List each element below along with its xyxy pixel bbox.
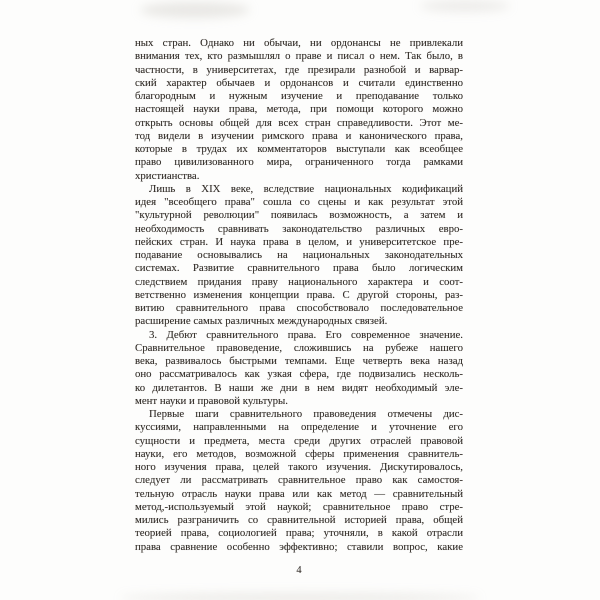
scan-smudge: [140, 2, 250, 18]
text-line: христианства.: [135, 169, 200, 182]
text-line: тод видели в изучении римского права и канонического права,: [135, 129, 463, 142]
text-line: которые в трудах их комментаторов выступали как всеобщее: [135, 143, 463, 155]
text-line: мились разграничить со сравнительной историей права, общей: [135, 514, 463, 526]
text-line: ко дилетантов. В наши же дни в нем видят необходимый эле-: [135, 381, 463, 394]
text-line: частности, в университетах, где презирали разнобой и варвар-: [135, 63, 463, 76]
page-text-block: [135, 37, 463, 554]
text-line: настоящей науки права, метода, при помощи которого можно: [135, 103, 463, 116]
text-line: тельную отрасль науки права или как метод — сравнительный: [135, 487, 463, 500]
scan-smudge: [120, 593, 480, 600]
text-line: ных стран. Однако ни обычаи, ни ордонансы не привлекали: [135, 37, 463, 49]
text-line: право цивилизованного мира, ограниченного тогда рамками: [135, 156, 463, 169]
text-line: науки, его методов, возможной сферы применения сравнитель-: [135, 447, 463, 460]
text-line: следует ли рассматривать сравнительное право как самостоя-: [135, 474, 463, 487]
text-line: пейских стран. И наука права в целом, и университетское пре-: [135, 235, 463, 248]
text-line: века, развивалось быстрыми темпами. Еще четверть века назад: [135, 355, 463, 367]
text-line: ного изучения права, целей такого изучения. Дискутировалось,: [135, 461, 463, 473]
text-line: Сравнительное правоведение, сложившись на рубеже нашего: [135, 341, 463, 354]
text-line: благородным и нужным изучение и преподавание только: [135, 90, 463, 102]
text-line: "культурной революции" появилась возможность, а затем и: [135, 209, 463, 222]
text-line: следствием придания праву национального характера и соот-: [135, 275, 463, 288]
text-line: ветственно изменения концепции права. С другой стороны, раз-: [135, 288, 463, 301]
text-line: теорией права, социологией права; уточняли, в какой отрасли: [135, 527, 463, 540]
text-line: витию сравнительного права способствовало последовательное: [135, 302, 463, 314]
text-line: мент науки и правовой культуры.: [135, 394, 288, 407]
text-line: ский характер обычаев и ордонансов и считали единственно: [135, 76, 463, 89]
text-line: Первые шаги сравнительного правоведения отмечены дис-: [149, 408, 463, 420]
text-line: метод,-используемый этой наукой; сравнительное право стре-: [135, 500, 463, 513]
text-line: внимания тех, кто размышлял о праве и писал о нем. Так было, в: [135, 50, 463, 63]
text-line: расширение самых различных международных связей.: [135, 315, 388, 328]
page-number: 4: [296, 565, 302, 576]
text-line: открыть основы общей для всех стран справедливости. Этот ме-: [135, 116, 463, 129]
scan-smudge: [420, 0, 510, 12]
text-line: идея "всеобщего права" сошла со сцены и как результат этой: [135, 196, 463, 208]
text-line: права сравнение особенно эффективно; ставили вопрос, какие: [135, 540, 463, 553]
text-line: оно рассматривалось как узкая сфера, где подвизались несколь-: [135, 368, 463, 381]
text-line: необходимость сравнивать законодательство различных евро-: [135, 222, 463, 235]
text-line: сущности и предмета, места среди других отраслей правовой: [135, 434, 463, 447]
text-line: куссиями, направленными на определение и уточнение его: [135, 421, 463, 434]
text-line: подавание основывались на национальных законодательных: [135, 249, 463, 261]
text-line: Лишь в XIX веке, вследствие национальных кодификаций: [149, 182, 463, 195]
text-line: системах. Развитие сравнительного права было логическим: [135, 262, 463, 275]
text-line: 3. Дебют сравнительного права. Его современное значение.: [149, 328, 463, 341]
